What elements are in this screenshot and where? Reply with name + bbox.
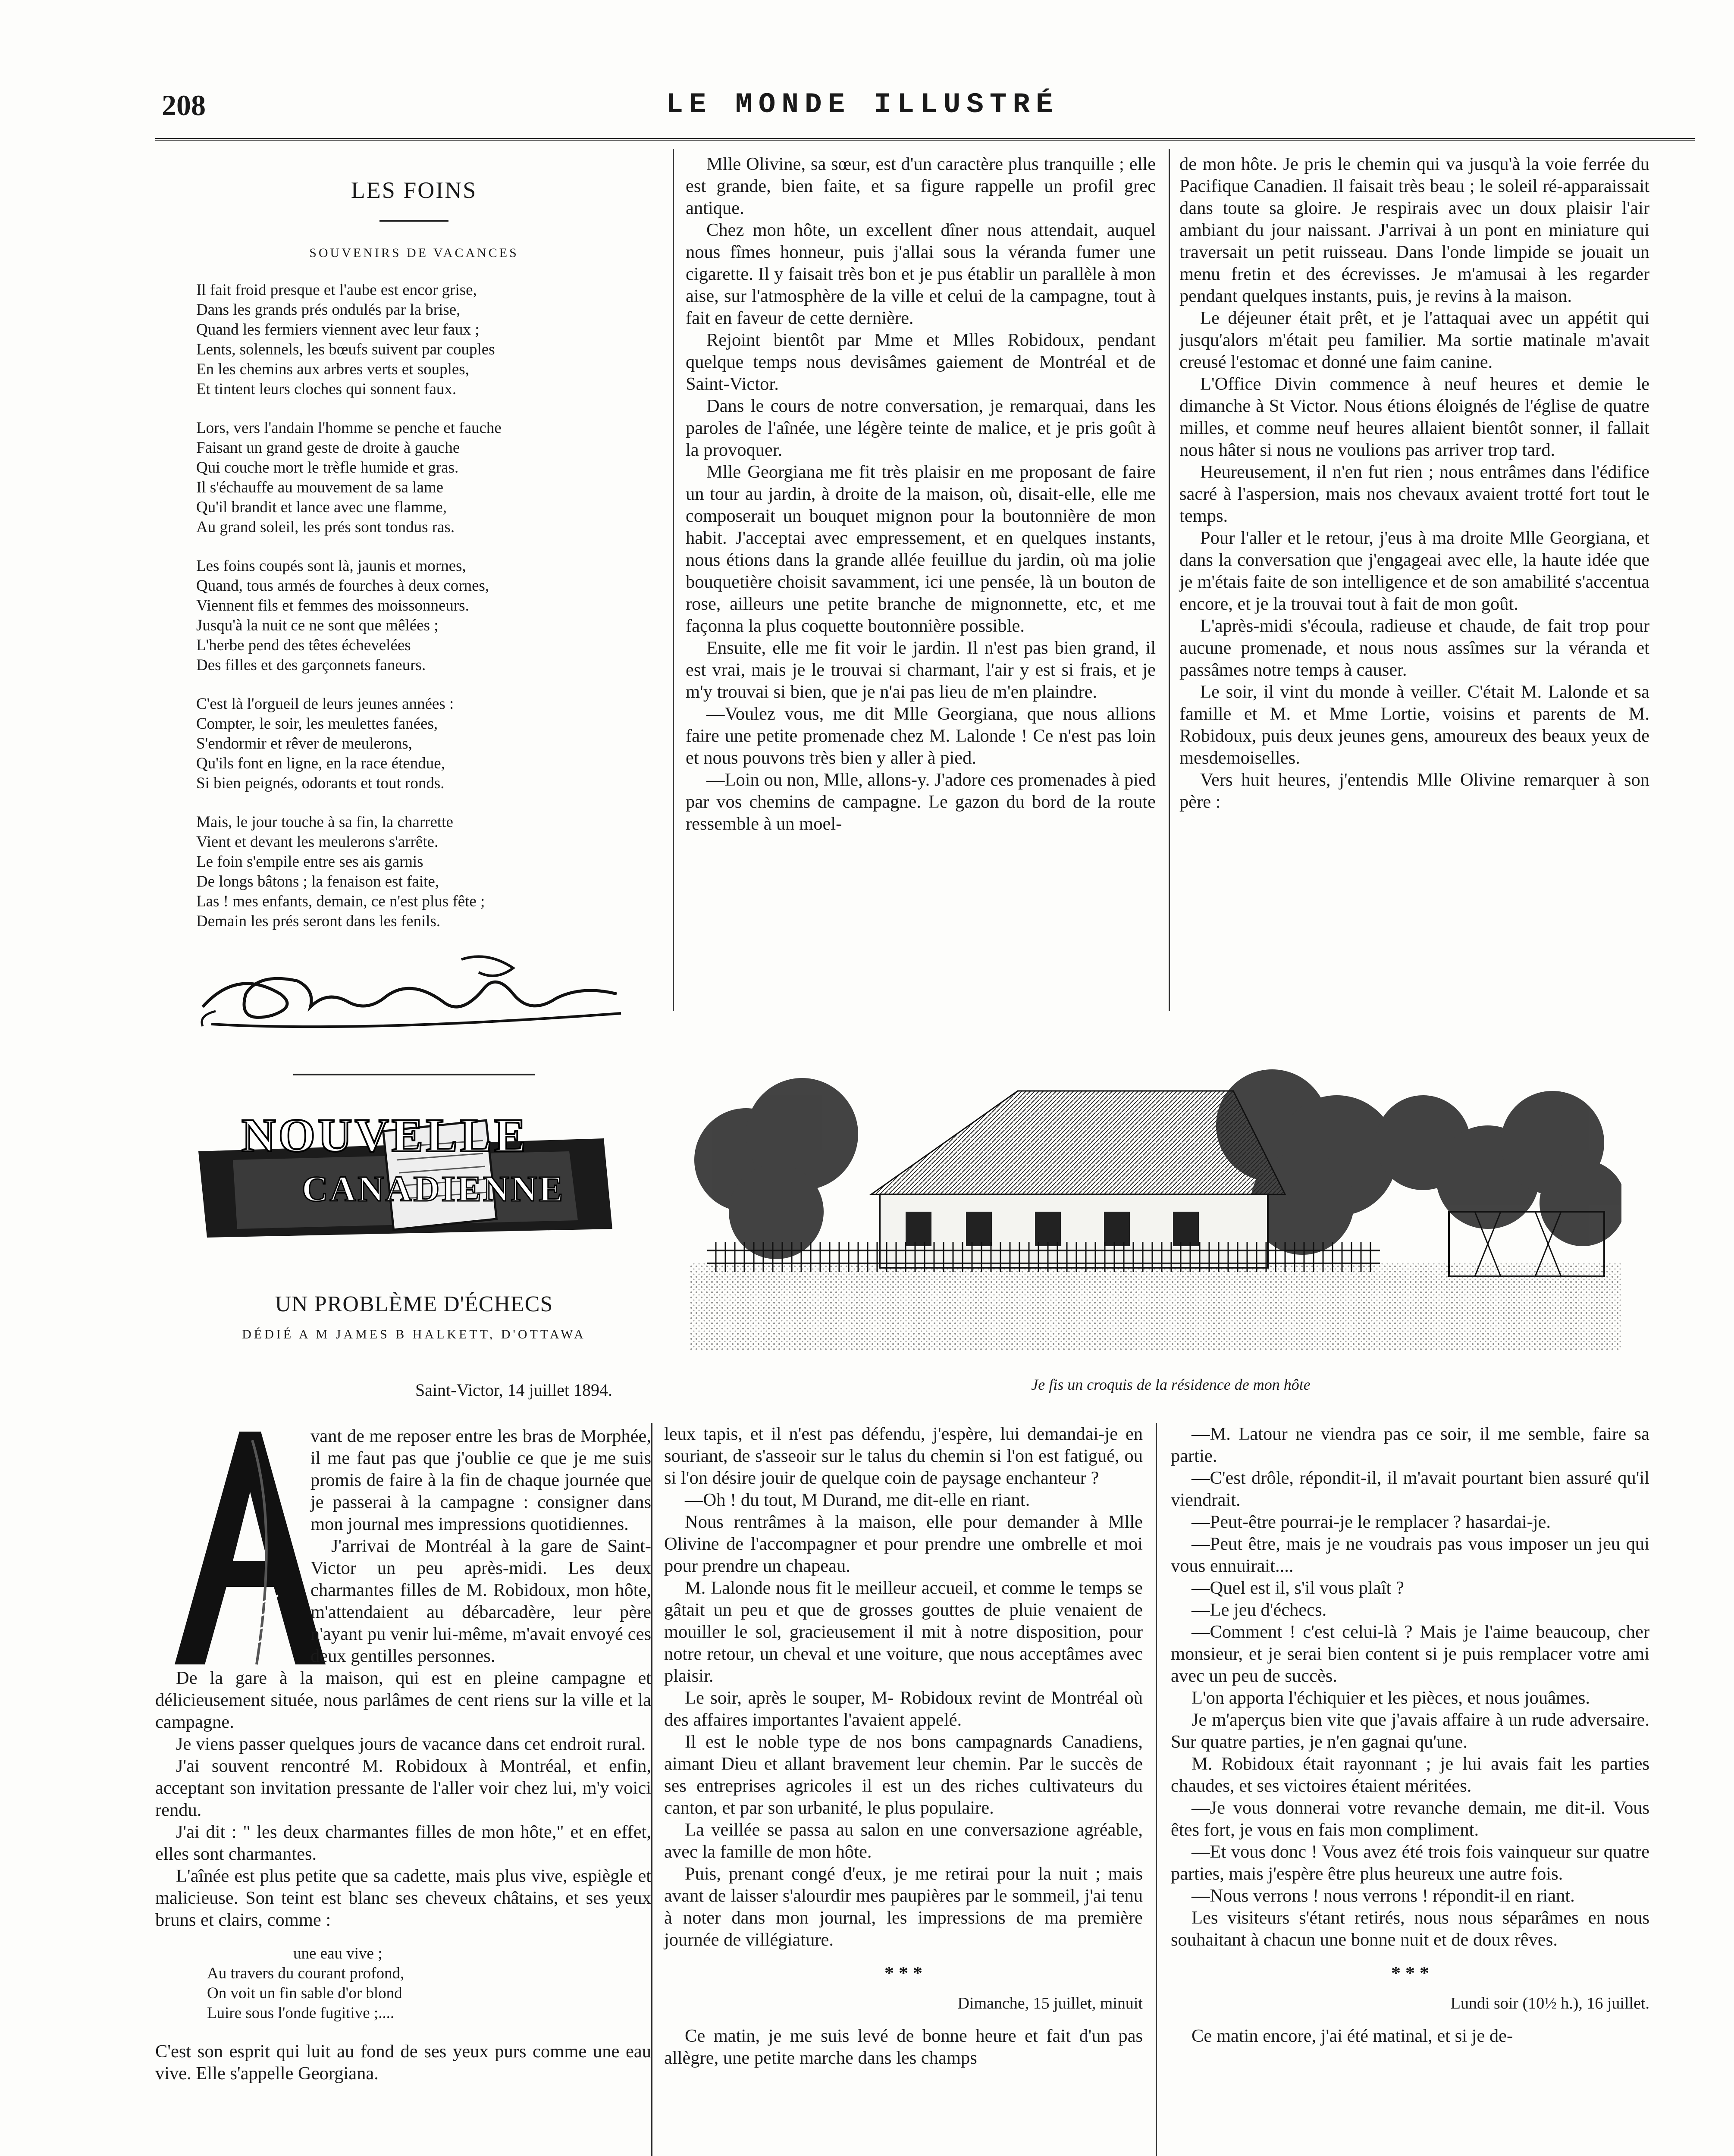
poem-stanza bbox=[196, 694, 662, 793]
story-paragraph: Dans le cours de notre conversation, je remarquai, dans les paroles de l'aînée, une légère teinte de malice, et je pris goût à la provoquer. bbox=[686, 396, 1156, 460]
story-title: UN PROBLÈME D'ÉCHECS bbox=[275, 1292, 553, 1316]
story-paragraph: Ce matin encore, j'ai été matinal, et si je de- bbox=[1192, 2026, 1513, 2046]
story-paragraph: L'aînée est plus petite que sa cadette, mais plus vive, espiègle et malicieuse. Son teint est blanc ses cheveux châtains, et ses yeux bruns et clairs, comme : bbox=[155, 1866, 651, 1930]
quoted-verse-line: Au travers du courant profond, bbox=[207, 1965, 404, 1982]
column-divider bbox=[673, 149, 674, 1011]
story-paragraph: M. Robidoux était rayonnant ; je lui avais fait les parties chaudes, et ses victoires étaient méritées. bbox=[1171, 1754, 1649, 1796]
story-paragraph: L'Office Divin commence à neuf heures et demie le dimanche à St Victor. Nous étions éloignés de l'église de quatre milles, et comme neuf heures allaient bientôt sonner, il fallait nous hâter si nous ne voulions pas arriver trop tard. bbox=[1179, 374, 1649, 460]
poem-line: L'herbe pend des têtes échevelées bbox=[196, 636, 411, 654]
poem-line: Dans les grands prés ondulés par la brise, bbox=[196, 301, 461, 319]
story-paragraph: Il est le noble type de nos bons campagnards Canadiens, aimant Dieu et allant bravement leur chemin. Par le succès de ses entreprises agricoles il est un des riches cultivateurs du canton, et par son urbanité, le plus populaire. bbox=[664, 1732, 1143, 1818]
story-paragraph: J'arrivai de Montréal à la gare de Saint-Victor un peu après-midi. Les deux charmantes filles de M. Robidoux, mon hôte, m'attendaient au débarcadère, leur père n'ayant pu venir lui-même, m'avait envoyé ces deux gentilles personnes. bbox=[310, 1536, 651, 1666]
poem-body bbox=[196, 280, 662, 950]
story-dedication: DÉDIÉ A M JAMES B HALKETT, D'OTTAWA bbox=[242, 1327, 586, 1341]
story-dateline: Saint-Victor, 14 juillet 1894. bbox=[415, 1380, 612, 1400]
story-paragraph: Le déjeuner était prêt, et je l'attaquai avec un appétit qui jusqu'alors m'était peu familier. Ma sortie matinale m'avait creusé l'estomac et donné une faim canine. bbox=[1179, 308, 1649, 372]
story-paragraph: Le soir, après le souper, M- Robidoux revint de Montréal où des affaires importantes l'avaient appelé. bbox=[664, 1688, 1143, 1730]
story-paragraph: Vers huit heures, j'entendis Mlle Olivine remarquer à son père : bbox=[1179, 770, 1649, 812]
poem-line: Il s'échauffe au mouvement de sa lame bbox=[196, 479, 444, 496]
story-paragraph: Mlle Olivine, sa sœur, est d'un caractère plus tranquille ; elle est grande, bien faite, et sa figure rappelle un profil grec antique. bbox=[686, 154, 1156, 218]
poem-line: Compter, le soir, les meulettes fanées, bbox=[196, 715, 438, 733]
poem-line: Demain les prés seront dans les fenils. bbox=[196, 912, 441, 930]
poem-line: Faisant un grand geste de droite à gauche bbox=[196, 439, 460, 457]
story-paragraph: —Et vous donc ! Vous avez été trois fois vainqueur sur quatre parties, mais j'espère être plus heureux une autre fois. bbox=[1171, 1842, 1649, 1884]
column-divider bbox=[651, 1423, 652, 2156]
story-paragraph: Rejoint bientôt par Mme et Mlles Robidoux, pendant quelque temps nous devisâmes gaiement de Montréal et de Saint-Victor. bbox=[686, 330, 1156, 394]
house-sketch-illustration bbox=[690, 1048, 1621, 1350]
story-paragraph: —Voulez vous, me dit Mlle Georgiana, que nous allions faire une petite promenade chez M. Lalonde ! Ce n'est pas loin et nous pouvons très bien y aller à pied. bbox=[686, 704, 1156, 768]
story-paragraph: M. Lalonde nous fit le meilleur accueil, et comme le temps se gâtait un peu et que de grosses gouttes de pluie venaient de mouiller le sol, gracieusement il mit à notre disposition, pour notre retour, un cheval et une voiture, que nous acceptâmes avec plaisir. bbox=[664, 1578, 1143, 1686]
poem-line: Viennent fils et femmes des moissonneurs. bbox=[196, 597, 469, 614]
story-paragraph: J'ai dit : " les deux charmantes filles de mon hôte," et en effet, elles sont charmantes. bbox=[155, 1822, 651, 1864]
poem-line: Il fait froid presque et l'aube est encor grise, bbox=[196, 281, 477, 299]
poem-stanza bbox=[196, 812, 662, 931]
story-paragraph: La veillée se passa au salon en une conversazione agréable, avec la famille de mon hôte. bbox=[664, 1820, 1143, 1862]
diary-date: Dimanche, 15 juillet, minuit bbox=[957, 1994, 1143, 2012]
story-paragraph: Ensuite, elle me fit voir le jardin. Il n'est pas bien grand, il est vrai, mais je le trouvai si charmant, l'air y est si frais, et je m'y trouvai si bien, que je n'ai pas lieu de m'en plaindre. bbox=[686, 638, 1156, 702]
story-paragraph: Le soir, il vint du monde à veiller. C'était M. Lalonde et sa famille et M. et Mme Lortie, voisins et parents de M. Robidoux, puis deux jeunes gens, amoureux des beaux yeux de mesdemoiselles. bbox=[1179, 682, 1649, 768]
poem-stanza bbox=[196, 280, 662, 399]
banner-text-top: NOUVELLE bbox=[241, 1109, 529, 1162]
story-paragraph: —Peut-être pourrai-je le remplacer ? hasardai-je. bbox=[1192, 1512, 1551, 1532]
poem-line: Qu'ils font en ligne, en la race étendue, bbox=[196, 755, 445, 772]
poem-line: C'est là l'orgueil de leurs jeunes années : bbox=[196, 695, 454, 713]
column-divider bbox=[1169, 149, 1170, 1011]
story-paragraph: —Quel est il, s'il vous plaît ? bbox=[1192, 1578, 1404, 1598]
story-paragraph: —Comment ! c'est celui-là ? Mais je l'aime beaucoup, cher monsieur, et je serai bien content si je puis remplacer votre ami avec un peu de succès. bbox=[1171, 1622, 1649, 1686]
quoted-verse-line: Luire sous l'onde fugitive ;.... bbox=[207, 2004, 395, 2022]
story-paragraph: Nous rentrâmes à la maison, elle pour demander à Mlle Olivine de l'accompagner et pour prendre une ombrelle et moi pour prendre un chapeau. bbox=[664, 1512, 1143, 1576]
story-paragraph: C'est son esprit qui luit au fond de ses yeux purs comme une eau vive. Elle s'appelle Georgiana. bbox=[155, 2041, 651, 2084]
section-stars: * * * bbox=[1391, 1962, 1429, 1984]
story-paragraph: L'après-midi s'écoula, radieuse et chaude, de fait trop pour aucune promenade, et nous nous assîmes sur la véranda et passâmes notre temps à causer. bbox=[1179, 616, 1649, 680]
poem-line: Qui couche mort le trèfle humide et gras. bbox=[196, 459, 459, 476]
poem-line: Et tintent leurs cloches qui sonnent faux. bbox=[196, 380, 457, 398]
story-paragraph: —Oh ! du tout, M Durand, me dit-elle en riant. bbox=[685, 1490, 1030, 1510]
story-paragraph: —Loin ou non, Mlle, allons-y. J'adore ces promenades à pied par vos chemins de campagne. Le gazon du bord de la route ressemble à un moel- bbox=[686, 770, 1156, 834]
column-2-bottom bbox=[664, 1423, 1143, 2069]
story-paragraph: Pour l'aller et le retour, j'eus à ma droite Mlle Georgiana, et dans la conversation que j'engageai avec elle, la haute idée que je m'étais faite de son intelligence et de son amabilité s'accentua encore, et je la trouvai tout à fait de mon goût. bbox=[1179, 528, 1649, 614]
poem-line: En les chemins aux arbres verts et souples, bbox=[196, 360, 469, 378]
diary-date: Lundi soir (10½ h.), 16 juillet. bbox=[1450, 1994, 1649, 2012]
story-paragraph: Je m'aperçus bien vite que j'avais affaire à un rude adversaire. Sur quatre parties, je n'en gagnai qu'une. bbox=[1171, 1710, 1649, 1752]
poem-line: De longs bâtons ; la fenaison est faite, bbox=[196, 873, 439, 890]
story-paragraph: Chez mon hôte, un excellent dîner nous attendait, auquel nous fîmes honneur, puis j'allai sous la véranda fumer une cigarette. Il y faisait très bon et je pus établir un parallèle à mon aise, sur l'atmosphère de la ville et celui de la campagne, tout à fait en faveur de cette dernière. bbox=[686, 220, 1156, 328]
story-paragraph: Ce matin, je me suis levé de bonne heure et fait d'un pas allègre, une petite marche dans les champs bbox=[664, 2026, 1143, 2068]
poem-line: Jusqu'à la nuit ce ne sont que mêlées ; bbox=[196, 617, 439, 634]
poem-subtitle: SOUVENIRS DE VACANCES bbox=[309, 246, 519, 260]
poem-stanza bbox=[196, 556, 662, 675]
poem-line: Le foin s'empile entre ses ais garnis bbox=[196, 853, 423, 871]
poem-stanza bbox=[196, 418, 662, 537]
story-paragraph: —M. Latour ne viendra pas ce soir, il me semble, faire sa partie. bbox=[1171, 1424, 1649, 1466]
story-paragraph: Puis, prenant congé d'eux, je me retirai pour la nuit ; mais avant de laisser s'alourdir mes paupières par le sommeil, j'ai tenu à noter dans mon journal, les impressions de ma première journée de villégiature. bbox=[664, 1864, 1143, 1950]
poem-line: Des filles et des garçonnets faneurs. bbox=[196, 656, 426, 674]
column-divider bbox=[1156, 1423, 1157, 2156]
poem-line: Mais, le jour touche à sa fin, la charrette bbox=[196, 813, 453, 831]
author-signature bbox=[185, 942, 634, 1037]
poem-line: Quand les fermiers viennent avec leur faux ; bbox=[196, 321, 480, 338]
story-paragraph: vant de me reposer entre les bras de Morphée, il me faut pas que j'oublie ce que je me suis promis de faire à la fin de chaque journée que je passerai à la campagne : consigner dans mon journal mes impressions quotidiennes. bbox=[310, 1426, 651, 1534]
story-paragraph: Heureusement, il n'en fut rien ; nous entrâmes dans l'édifice sacré à l'aspersion, mais nos chevaux avaient trotté fort tout le temps. bbox=[1179, 462, 1649, 526]
story-paragraph: —Je vous donnerai votre revanche demain, me dit-il. Vous êtes fort, je vous en fais mon compliment. bbox=[1171, 1798, 1649, 1840]
story-left-column bbox=[155, 1425, 651, 2084]
column-3-top bbox=[1179, 153, 1649, 813]
story-paragraph: de mon hôte. Je pris le chemin qui va jusqu'à la voie ferrée du Pacifique Canadien. Il faisait très beau ; le soleil ré-apparaissait dans toute sa gloire. Je respirais avec un doux plaisir l'air ambiant du jour naissant. J'arrivai à un pont en miniature qui traversait un petit ruisseau. Dans l'onde limpide se jouait un menu fretin et des écrevisses. Je m'amusai à les regarder pendant quelques instants, puis, je revins à la maison. bbox=[1179, 154, 1649, 306]
poem-line: S'endormir et rêver de meulerons, bbox=[196, 735, 412, 752]
story-paragraph: Je viens passer quelques jours de vacance dans cet endroit rural. bbox=[176, 1734, 646, 1754]
nouvelle-canadienne-banner bbox=[181, 1100, 621, 1259]
illustration-caption: Je fis un croquis de la résidence de mon hôte bbox=[1031, 1376, 1311, 1393]
story-paragraph: L'on apporta l'échiquier et les pièces, et nous jouâmes. bbox=[1192, 1688, 1590, 1708]
poem-line: Lors, vers l'andain l'homme se penche et fauche bbox=[196, 419, 502, 437]
quoted-verse-line: On voit un fin sable d'or blond bbox=[207, 1984, 402, 2002]
story-paragraph: leux tapis, et il n'est pas défendu, j'espère, lui demandai-je en souriant, de s'asseoir sur le talus du chemin si l'on est fatigué, ou si l'on désire jouir de quelque coin de paysage enchanteur ? bbox=[664, 1424, 1143, 1488]
column-3-bottom bbox=[1171, 1423, 1649, 2047]
title-rule bbox=[379, 220, 448, 222]
poem-line: Lents, solennels, les bœufs suivent par couples bbox=[196, 341, 495, 358]
story-paragraph: Les visiteurs s'étant retirés, nous nous séparâmes en nous souhaitant à chacun une bonne nuit et de doux rêves. bbox=[1171, 1908, 1649, 1950]
poem-line: Quand, tous armés de fourches à deux cornes, bbox=[196, 577, 489, 595]
quoted-verse-line: une eau vive ; bbox=[293, 1945, 383, 1962]
section-rule bbox=[293, 1074, 535, 1075]
story-paragraph: J'ai souvent rencontré M. Robidoux à Montréal, et enfin, acceptant son invitation pressante de l'aller voir chez lui, m'y voici rendu. bbox=[155, 1756, 651, 1820]
poem-line: Les foins coupés sont là, jaunis et mornes, bbox=[196, 557, 466, 575]
section-stars: * * * bbox=[884, 1962, 922, 1984]
story-paragraph: De la gare à la maison, qui est en pleine campagne et délicieusement située, nous parlâmes de cent riens sur la ville et la campagne. bbox=[155, 1668, 651, 1732]
story-paragraph: —Peut être, mais je ne voudrais pas vous imposer un jeu qui vous ennuirait.... bbox=[1171, 1534, 1649, 1576]
story-paragraph: Mlle Georgiana me fit très plaisir en me proposant de faire un tour au jardin, à droite de la maison, où, disait-elle, elle me composerait un bouquet mignon pour la boutonnière de mon habit. J'acceptai avec empressement, et en quelques instants, nous étions dans la grande allée feuillue du jardin, où ma jolie bouquetière choisit savamment, ici une pensée, là un bouton de rose, ailleurs une petite branche de mignonnette, etc, et me façonna la plus coquette boutonnière possible. bbox=[686, 462, 1156, 636]
poem-line: Las ! mes enfants, demain, ce n'est plus fête ; bbox=[196, 893, 485, 910]
quoted-verse bbox=[207, 1944, 651, 2023]
dropcap-wrap-text bbox=[310, 1425, 651, 1667]
poem-line: Vient et devant les meulerons s'arrête. bbox=[196, 833, 439, 851]
page-number: 208 bbox=[162, 89, 206, 122]
story-paragraph: —Le jeu d'échecs. bbox=[1192, 1600, 1327, 1620]
story-paragraph: —C'est drôle, répondit-il, il m'avait pourtant bien assuré qu'il viendrait. bbox=[1171, 1468, 1649, 1510]
header-rule bbox=[155, 138, 1695, 145]
poem-line: Au grand soleil, les prés sont tondus ras. bbox=[196, 518, 455, 536]
column-2-top bbox=[686, 153, 1156, 835]
poem-line: Si bien peignés, odorants et tout ronds. bbox=[196, 774, 445, 792]
poem-line: Qu'il brandit et lance avec une flamme, bbox=[196, 498, 447, 516]
banner-text-bottom: CANADIENNE bbox=[302, 1169, 565, 1209]
story-paragraph: —Nous verrons ! nous verrons ! répondit-il en riant. bbox=[1192, 1886, 1575, 1906]
poem-title: LES FOINS bbox=[351, 177, 477, 203]
publication-title: LE MONDE ILLUSTRÉ bbox=[666, 88, 1059, 121]
